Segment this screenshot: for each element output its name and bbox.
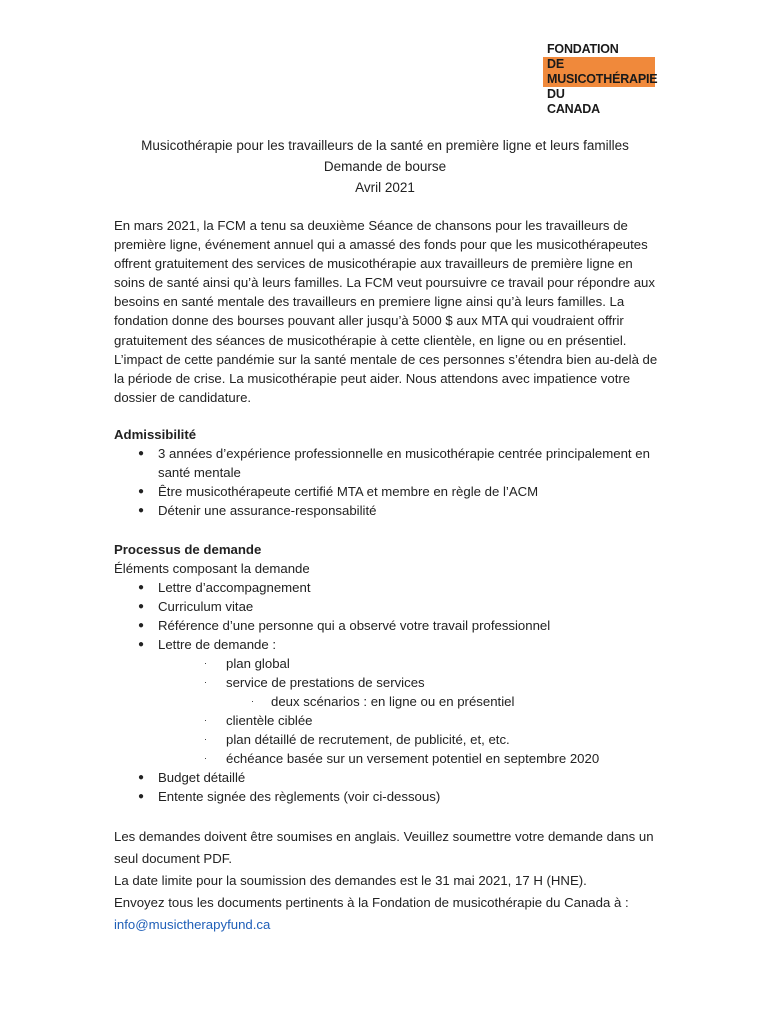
list-item: · plan détaillé de recrutement, de publicité, et, etc. xyxy=(204,732,510,748)
email-link[interactable]: info@musictherapyfund.ca xyxy=(114,917,271,933)
list-item: ● Lettre d’accompagnement xyxy=(138,580,311,596)
foundation-logo xyxy=(543,42,658,117)
eligibility-list xyxy=(114,444,659,520)
send-instructions: Envoyez tous les documents pertinents à la Fondation de musicothérapie du Canada à : xyxy=(114,895,629,911)
process-list xyxy=(114,578,659,654)
letter-sublist xyxy=(114,711,659,768)
bullet-icon: ● xyxy=(138,601,145,613)
bullet-icon: ● xyxy=(138,620,145,632)
list-item: ● Être musicothérapeute certifié MTA et membre en règle de l’ACM xyxy=(138,483,539,499)
process-intro: Éléments composant la demande xyxy=(114,560,310,576)
document-subtitle: Demande de bourse xyxy=(323,159,447,174)
closing-section xyxy=(114,826,659,936)
list-item: ● Curriculum vitae xyxy=(138,599,254,615)
bullet-icon: ● xyxy=(138,504,145,516)
list-item: · échéance basée sur un versement potentiel en septembre 2020 xyxy=(204,751,600,767)
list-item: ● Détenir une assurance-responsabilité xyxy=(138,502,377,518)
logo-line: CANADA xyxy=(547,102,600,116)
sub-bullet-icon: · xyxy=(204,734,207,745)
list-item: ● Budget détaillé xyxy=(138,770,246,786)
process-list-continued xyxy=(114,768,659,806)
document-title: Musicothérapie pour les travailleurs de la santé en première ligne et leurs familles xyxy=(141,138,629,153)
list-item: · plan global xyxy=(204,656,290,672)
eligibility-title: Admissibilité xyxy=(114,426,197,442)
list-item: · deux scénarios : en ligne ou en présentiel xyxy=(251,694,515,710)
list-item: ● Entente signée des règlements (voir ci-dessous) xyxy=(138,789,441,805)
document-header xyxy=(0,135,770,198)
sub-bullet-icon: · xyxy=(204,715,207,726)
letter-sublist xyxy=(114,654,659,692)
list-item: ● Lettre de demande : xyxy=(138,637,277,653)
list-item: · service de prestations de services xyxy=(204,675,425,691)
bullet-icon: ● xyxy=(138,791,145,803)
list-item: ● 3 années d’expérience professionnelle en musicothérapie centrée principalement en santé mentale xyxy=(138,445,650,480)
submission-language-note: Les demandes doivent être soumises en anglais. Veuillez soumettre votre demande dans un seul document PDF. xyxy=(114,829,654,867)
bullet-icon: ● xyxy=(138,772,145,784)
scenario-sublist xyxy=(114,692,659,711)
logo-line: DE xyxy=(543,57,655,72)
eligibility-section xyxy=(114,425,659,520)
bullet-icon: ● xyxy=(138,447,145,459)
process-title: Processus de demande xyxy=(114,541,262,557)
deadline-note: La date limite pour la soumission des demandes est le 31 mai 2021, 17 H (HNE). xyxy=(114,873,587,889)
logo-line: MUSICOTHÉRAPIE xyxy=(543,72,655,87)
sub-bullet-icon: · xyxy=(204,658,207,669)
list-item: ● Référence d’une personne qui a observé votre travail professionnel xyxy=(138,618,551,634)
sub-bullet-icon: · xyxy=(251,696,254,707)
list-item: · clientèle ciblée xyxy=(204,713,313,729)
bullet-icon: ● xyxy=(138,582,145,594)
process-section xyxy=(114,540,659,806)
logo-line: FONDATION xyxy=(547,42,619,56)
sub-bullet-icon: · xyxy=(204,753,207,764)
bullet-icon: ● xyxy=(138,485,145,497)
document-body xyxy=(114,216,659,936)
sub-bullet-icon: · xyxy=(204,677,207,688)
logo-line: DU xyxy=(547,87,565,101)
intro-paragraph: En mars 2021, la FCM a tenu sa deuxième Séance de chansons pour les travailleurs de première ligne, événement annuel qui a amassé des fonds pour que les musicothérapeutes offrent gratuitement des services de musicothérapie aux travailleurs de première ligne en soins de santé ainsi qu’à leurs familles. La FCM veut poursuivre ce travail pour répondre aux besoins en santé mentale des travailleurs en premiere ligne ainsi qu’à leurs familles. La fondation donne des bourses pouvant aller jusqu’à 5000 $ aux MTA qui voudraient offrir gratuitement des séances de musicothérapie à cette clientèle, en ligne ou en présentiel. L’impact de cette pandémie sur la santé mentale de ces personnes s’étendra bien au-delà de la période de crise. La musicothérapie peut aider. Nous attendons avec impatience votre dossier de candidature. xyxy=(114,218,658,405)
bullet-icon: ● xyxy=(138,639,145,651)
document-date: Avril 2021 xyxy=(355,180,415,195)
